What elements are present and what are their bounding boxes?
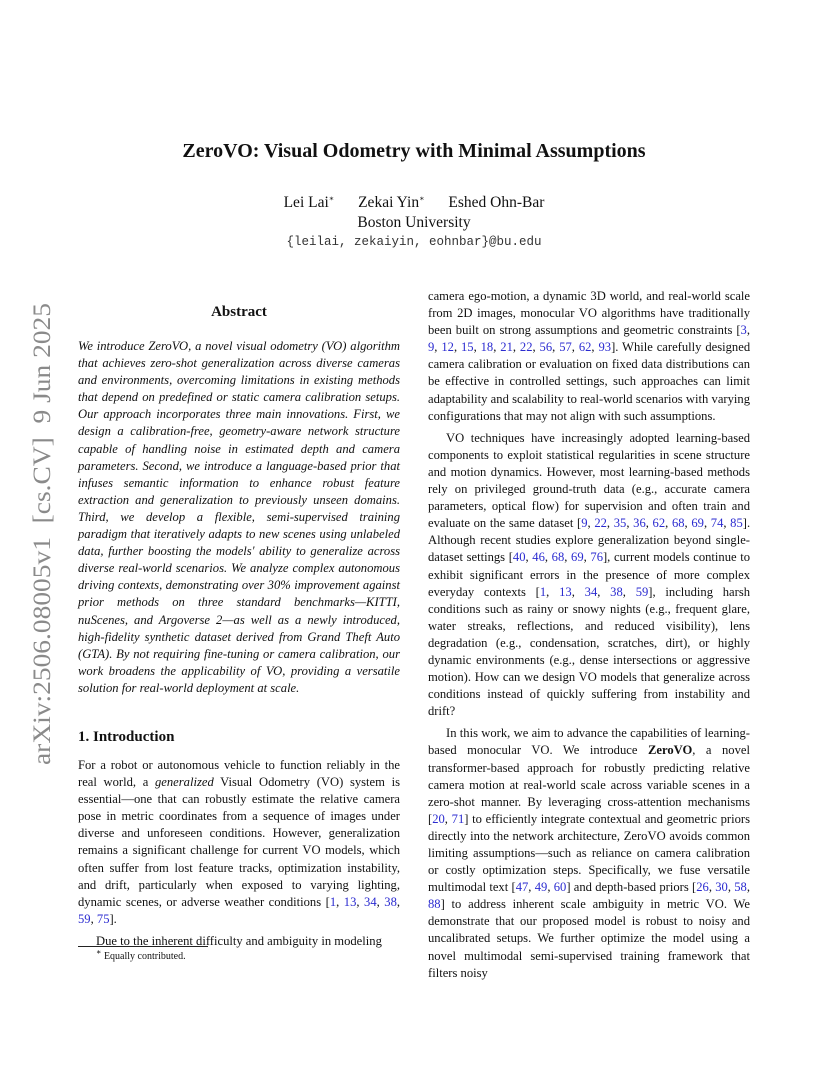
citation-link[interactable]: 18 [480, 340, 494, 355]
citation-link[interactable]: 68 [551, 550, 565, 565]
citation-link[interactable]: 46 [532, 550, 545, 565]
citation-link[interactable]: 88 [428, 897, 441, 912]
right-paragraph-1: camera ego-motion, a dynamic 3D world, and real-world scale from 2D images, monocular VO algorithms have traditionally been built on strong assumptions and geometric constraints [3, 9, 12, 15, 18, 21, 22, 56, 57, 62, 93]. While carefully designed camera calibration or evaluation on fixed data distributions can be effective in controlled settings, such approaches can limit adaptability and scalability to real-world scenarios with varying configurations that may not align with such assumptions. [428, 289, 751, 423]
citation-link[interactable]: 49 [534, 880, 548, 895]
citation-link[interactable]: 62 [652, 516, 666, 531]
citation-link[interactable]: 12 [441, 340, 454, 355]
citation-link[interactable]: 13 [343, 894, 357, 909]
abstract-heading: Abstract [211, 304, 267, 320]
citation-link[interactable]: 20 [432, 811, 445, 826]
citation-link[interactable]: 21 [500, 340, 513, 355]
citation-link[interactable]: 34 [584, 584, 598, 599]
citation-link[interactable]: 47 [515, 880, 529, 895]
citation-link[interactable]: 9 [581, 516, 588, 531]
citation-link[interactable]: 59 [78, 911, 91, 926]
citation-link[interactable]: 68 [671, 516, 685, 531]
citation-link[interactable]: 1 [539, 584, 547, 599]
right-paragraph-2: VO techniques have increasingly adopted learning-based components to exploit statistical regularities in scene structure and motion dynamics. However, most learning-based methods rely on privileged ground-truth data (e.g., accurate camera parameters, optical flow) for supervision and often train and evaluate on the same dataset [9, 22, 35, 36, 62, 68, 69, 74, 85]. Although recent studies explore generalization beyond single-dataset settings [40, 46, 68, 69, 76], current models continue to exhibit significant errors in the presence of more complex everyday contexts [1, 13, 34, 38, 59], including harsh conditions such as rainy or snowy nights (e.g., frequent glare, water streaks, reflections, and reduced visibility), lens degradation (e.g., condensation, scratches, dirt), or highly dynamic environments (e.g., dense intersections or aggressive motion). How can we design VO models that generalize across conditions instead of quickly suffering from instability and drift? [428, 430, 751, 719]
citation-link[interactable]: 38 [384, 894, 397, 909]
citation-link[interactable]: 57 [559, 340, 572, 355]
paper-title: ZeroVO: Visual Odometry with Minimal Assumptions [182, 140, 646, 162]
arxiv-identifier-text: arXiv:2506.08005v1 [cs.CV] 9 Jun 2025 [29, 344, 56, 765]
citation-link[interactable]: 58 [734, 880, 747, 895]
citation-link[interactable]: 71 [451, 811, 465, 826]
citation-link[interactable]: 74 [710, 516, 724, 531]
abstract-body [78, 338, 400, 697]
citation-link[interactable]: 30 [715, 880, 728, 895]
citation-link[interactable]: 85 [730, 516, 743, 531]
citation-link[interactable]: 35 [613, 516, 627, 531]
arxiv-identifier-stamp [14, 300, 60, 770]
affiliation: Boston University [357, 214, 471, 231]
citation-link[interactable]: 38 [610, 584, 623, 599]
intro-paragraph-2: Due to the inherent difficulty and ambiguity in modeling [96, 933, 382, 948]
citation-link[interactable]: 15 [460, 340, 474, 355]
abstract-text: We introduce ZeroVO, a novel visual odometry (VO) algorithm that achieves zero-shot generalization across diverse cameras and environments, overcoming limitations in existing methods that depend on predefined or static camera calibration setups. Our approach incorporates three main innovations. First, we design a calibration-free, geometry-aware network structure capable of handling noise in estimated depth and camera parameters. Second, we introduce a language-based prior that infuses semantic information to enhance robust feature extraction and generalization to previously unseen domains. Third, we develop a flexible, semi-supervised training paradigm that iteratively adapts to new scenes using unlabeled data, further boosting the models' ability to generalize across diverse real-world scenarios. We analyze complex autonomous driving contexts, demonstrating over 30% improvement against prior methods on three standard benchmarks—KITTI, nuScenes, and Argoverse 2—as well as a newly introduced, high-fidelity synthetic dataset derived from Grand Theft Auto (GTA). By not requiring fine-tuning or camera calibration, our work broadens the applicability of VO, providing a versatile solution for real-world deployment at scale. [78, 339, 400, 695]
citation-link[interactable]: 26 [696, 880, 709, 895]
citation-link[interactable]: 69 [691, 516, 704, 531]
citation-link[interactable]: 93 [598, 340, 612, 355]
citation-link[interactable]: 36 [633, 516, 646, 531]
section-heading-introduction: 1. Introduction [78, 729, 175, 745]
citation-link[interactable]: 1 [329, 894, 337, 909]
citation-link[interactable]: 60 [553, 880, 567, 895]
author-2: Zekai Yin∗ [358, 193, 425, 211]
footnote: ∗ Equally contributed. [96, 947, 186, 962]
citation-link[interactable]: 40 [512, 550, 526, 565]
citation-link[interactable]: 59 [635, 584, 649, 599]
citation-link[interactable]: 75 [96, 911, 110, 926]
author-3: Eshed Ohn-Bar [448, 194, 545, 211]
citation-link[interactable]: 13 [559, 584, 572, 599]
right-column-body [428, 288, 750, 982]
citation-link[interactable]: 3 [740, 323, 747, 338]
introduction-body [78, 757, 400, 950]
citation-link[interactable]: 62 [578, 340, 592, 355]
citation-link[interactable]: 22 [519, 340, 533, 355]
citation-link[interactable]: 22 [594, 516, 607, 531]
citation-link[interactable]: 56 [539, 340, 553, 355]
intro-paragraph-1: For a robot or autonomous vehicle to function reliably in the real world, a generalized Visual Odometry (VO) system is essential—one that can robustly estimate the relative camera pose in metric coordinates from a sequence of images under diverse and unforeseen conditions. However, generalization remains a significant challenge for current VO models, which often suffer from lost feature tracks, optimization instability, and drift, particularly when exposed to varying lighting, dynamic scenes, or adverse weather conditions [1, 13, 34, 38, 59, 75]. [78, 758, 401, 926]
author-1: Lei Lai∗ [283, 193, 335, 211]
citation-link[interactable]: 9 [428, 340, 435, 355]
citation-link[interactable]: 34 [364, 894, 377, 909]
author-emails: {leilai, zekaiyin, eohnbar}@bu.edu [286, 235, 542, 249]
citation-link[interactable]: 69 [571, 550, 584, 565]
citation-link[interactable]: 76 [590, 550, 603, 565]
author-list [0, 194, 828, 212]
right-paragraph-3: In this work, we aim to advance the capabilities of learning-based monocular VO. We introduce ZeroVO, a novel transformer-based approach for robustly predicting relative camera motion at real-world scale across variable scenes in a zero-shot manner. By leveraging cross-attention mechanisms [20, 71] to efficiently integrate contextual and geometric priors directly into the network architecture, ZeroVO avoids common limiting assumptions—such as reliance on camera calibration or costly optimization steps. Specifically, we fuse versatile multimodal text [47, 49, 60] and depth-based priors [26, 30, 58, 88] to address inherent scale ambiguity in metric VO. We demonstrate that our proposed model is robust to noisy and uncalibrated setups. We further optimize the model using a novel multimodal semi-supervised training framework that filters noisy [428, 726, 750, 980]
